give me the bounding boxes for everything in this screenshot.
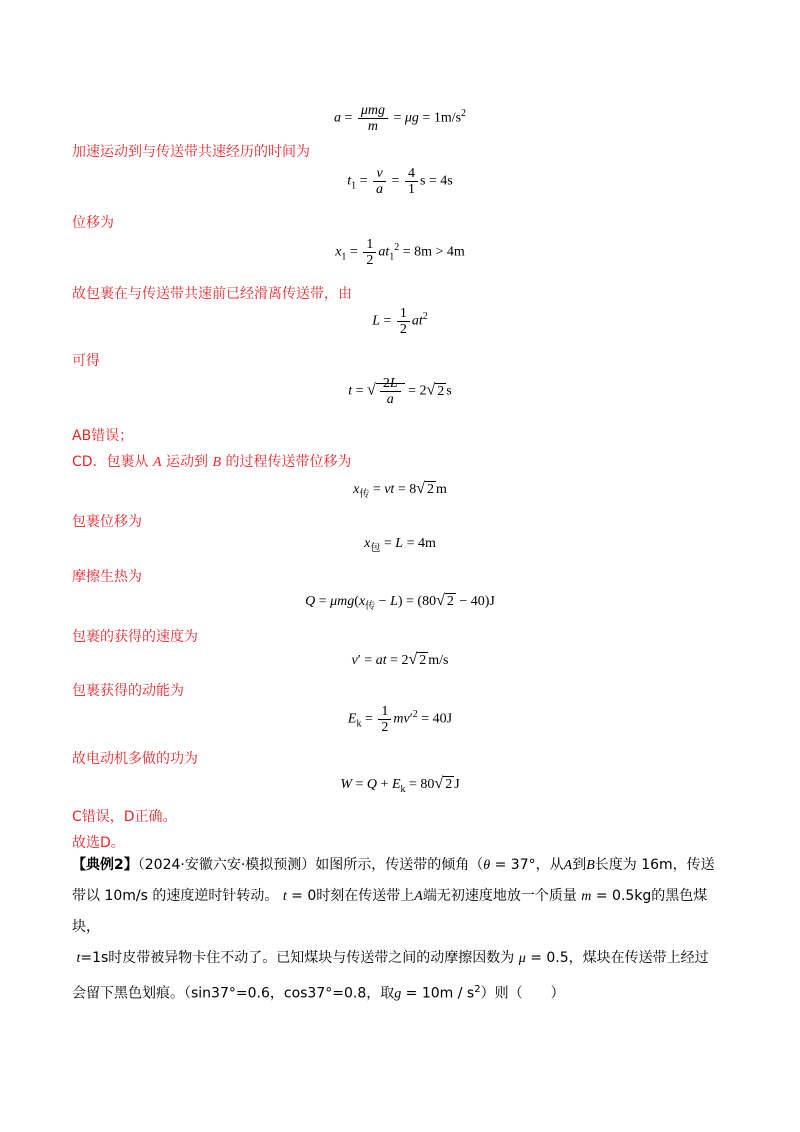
example-question: 【典例2】（2024·安徽六安·模拟预测）如图所示，传送带的倾角（θ = 37°，从A到B长度为 16m，传送 带以 10m/s 的速度逆时针转动。 t = 0时刻在传送带上A端无初速度地放一个质量 m = 0.5kg的黑色煤块， t=1s时皮带被异物卡住不动了。已知煤块与传送带之间的动摩擦因数为 μ = 0.5，煤块在传送带上经过 会留下黑色划痕。（sin37°=0.6，cos37°=0.8，取$g = 10m / s^2$）则（ ） — [72, 857, 715, 1002]
text-line: 加速运动到与传送带共速经历的时间为 — [72, 144, 310, 160]
equation-work: $W = Q + E_k = 80√$ 2 J — [340, 775, 460, 795]
text-line: 故电动机多做的功为 — [72, 751, 198, 767]
text-line: 可得 — [72, 353, 100, 369]
equation-displacement: $x_1$ = $\frac{1}{2}$ $at_1^2 = 8m > 4m$ — [335, 237, 465, 268]
text-line: 包裹位移为 — [72, 514, 142, 530]
equation-time: $t_1$ = $\frac{v}{a}$ = $\frac{4}{1}$ s = 4s — [347, 166, 453, 197]
equation-belt-displacement: $x_传$ = vt = 8√ 2 m — [353, 480, 447, 500]
equation-t: t = √ $\frac{2L}{a}$ = 2√ 2 s — [348, 376, 452, 407]
equation-package-displacement: $x_包 = L = 4m$ — [364, 536, 436, 554]
text-line: 位移为 — [72, 215, 114, 231]
text-line: CD．包裹从 A 运动到 B 的过程传送带位移为 — [72, 454, 352, 470]
equation-acceleration: a = $\frac{\text{μmg}}{m}$ = $\mu g = 1m/s^2$ — [333, 103, 467, 134]
text-line: 故选D。 — [72, 835, 125, 851]
text-line: 包裹获得的动能为 — [72, 683, 184, 699]
equation-length: L = $\frac{1}{2}$ $at^2$ — [372, 306, 428, 337]
text-line: 包裹的获得的速度为 — [72, 629, 198, 645]
text-line: C错误，D正确。 — [72, 809, 177, 825]
text-line: AB错误； — [72, 428, 134, 444]
example-source: （2024·安徽六安·模拟预测） — [137, 857, 316, 873]
example-tag: 【典例2】 — [72, 857, 138, 873]
equation-kinetic-energy: $E_k$ = $\frac{1}{2}$ $mv'^2 = 40J$ — [347, 704, 453, 735]
text-line: 摩擦生热为 — [72, 569, 142, 585]
text-line: 故包裹在与传送带共速前已经滑离传送带，由 — [72, 286, 352, 302]
equation-velocity: v′ = at = 2√ 2 m/s — [351, 651, 449, 668]
equation-heat: $Q = \mu mg(x_传 - L) = (80√$ 2 − 40)J — [305, 592, 495, 612]
